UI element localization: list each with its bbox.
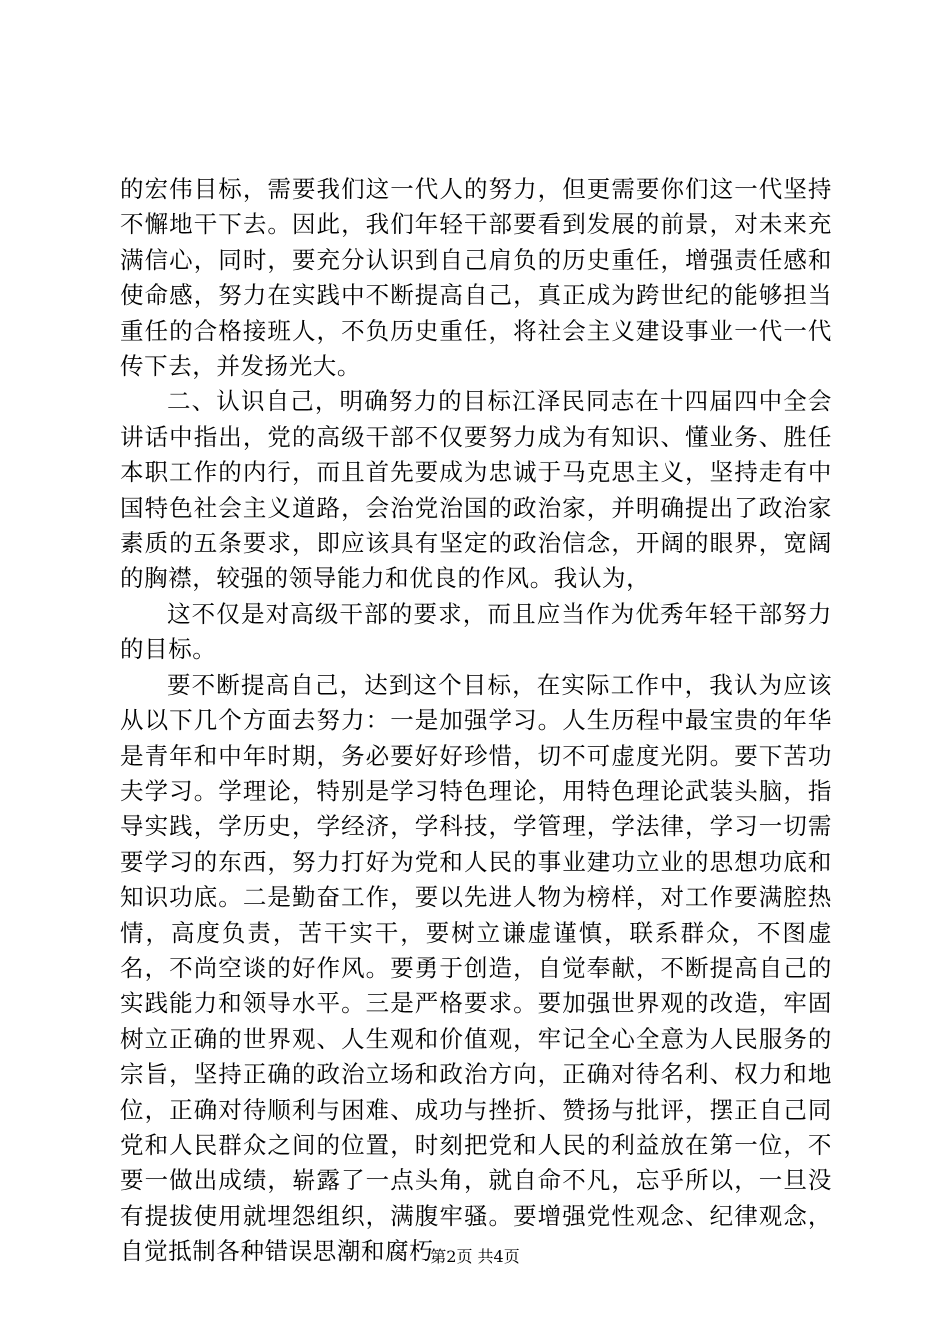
paragraph-4: 要不断提高自己，达到这个目标，在实际工作中，我认为应该从以下几个方面去努力：一是加强学习。人生历程中最宝贵的年华是青年和中年时期，务必要好好珍惜，切不可虚度光阴。要下苦功夫学习。学理论，特别是学习特色理论，用特色理论武装头脑，指导实践，学历史，学经济，学科技，学管理，学法律，学习一切需要学习的东西，努力打好为党和人民的事业建功立业的思想功底和知识功底。二是勤奋工作，要以先进人物为榜样，对工作要满腔热情，高度负责，苦干实干，要树立谦虚谨慎，联系群众，不图虚名，不尚空谈的好作风。要勇于创造，自觉奉献，不断提高自己的实践能力和领导水平。三是严格要求。要加强世界观的改造，牢固树立正确的世界观、人生观和价值观，牢记全心全意为人民服务的宗旨，坚持正确的政治立场和政治方向，正确对待名利、权力和地位，正确对待顺利与困难、成功与挫折、赞扬与批评，摆正自己同党和人民群众之间的位置，时刻把党和人民的利益放在第一位，不要一做出成绩，崭露了一点头角，就自命不凡，忘乎所以，一旦没有提拔使用就埋怨组织，满腹牢骚。要增强党性观念、纪律观念，自觉抵制各种错误思潮和腐朽	[120, 670, 832, 1266]
page-number-label: 第2页 共4页	[430, 1247, 520, 1266]
document-body	[120, 172, 832, 1270]
page-footer	[0, 1244, 950, 1267]
paragraph-1: 的宏伟目标，需要我们这一代人的努力，但更需要你们这一代坚持不懈地干下去。因此，我们年轻干部要看到发展的前景，对未来充满信心，同时，要充分认识到自己肩负的历史重任，增强责任感和使命感，努力在实践中不断提高自己，真正成为跨世纪的能够担当重任的合格接班人，不负历史重任，将社会主义建设事业一代一代传下去，并发扬光大。	[120, 175, 832, 381]
paragraph-2: 二、认识自己，明确努力的目标江泽民同志在十四届四中全会讲话中指出，党的高级干部不仅要努力成为有知识、懂业务、胜任本职工作的内行，而且首先要成为忠诚于马克思主义，坚持走有中国特色社会主义道路，会治党治国的政治家，并明确提出了政治家素质的五条要求，即应该具有坚定的政治信念，开阔的眼界，宽阔的胸襟，较强的领导能力和优良的作风。我认为，	[120, 387, 832, 593]
paragraph-3: 这不仅是对高级干部的要求，而且应当作为优秀年轻干部努力的目标。	[120, 599, 832, 664]
